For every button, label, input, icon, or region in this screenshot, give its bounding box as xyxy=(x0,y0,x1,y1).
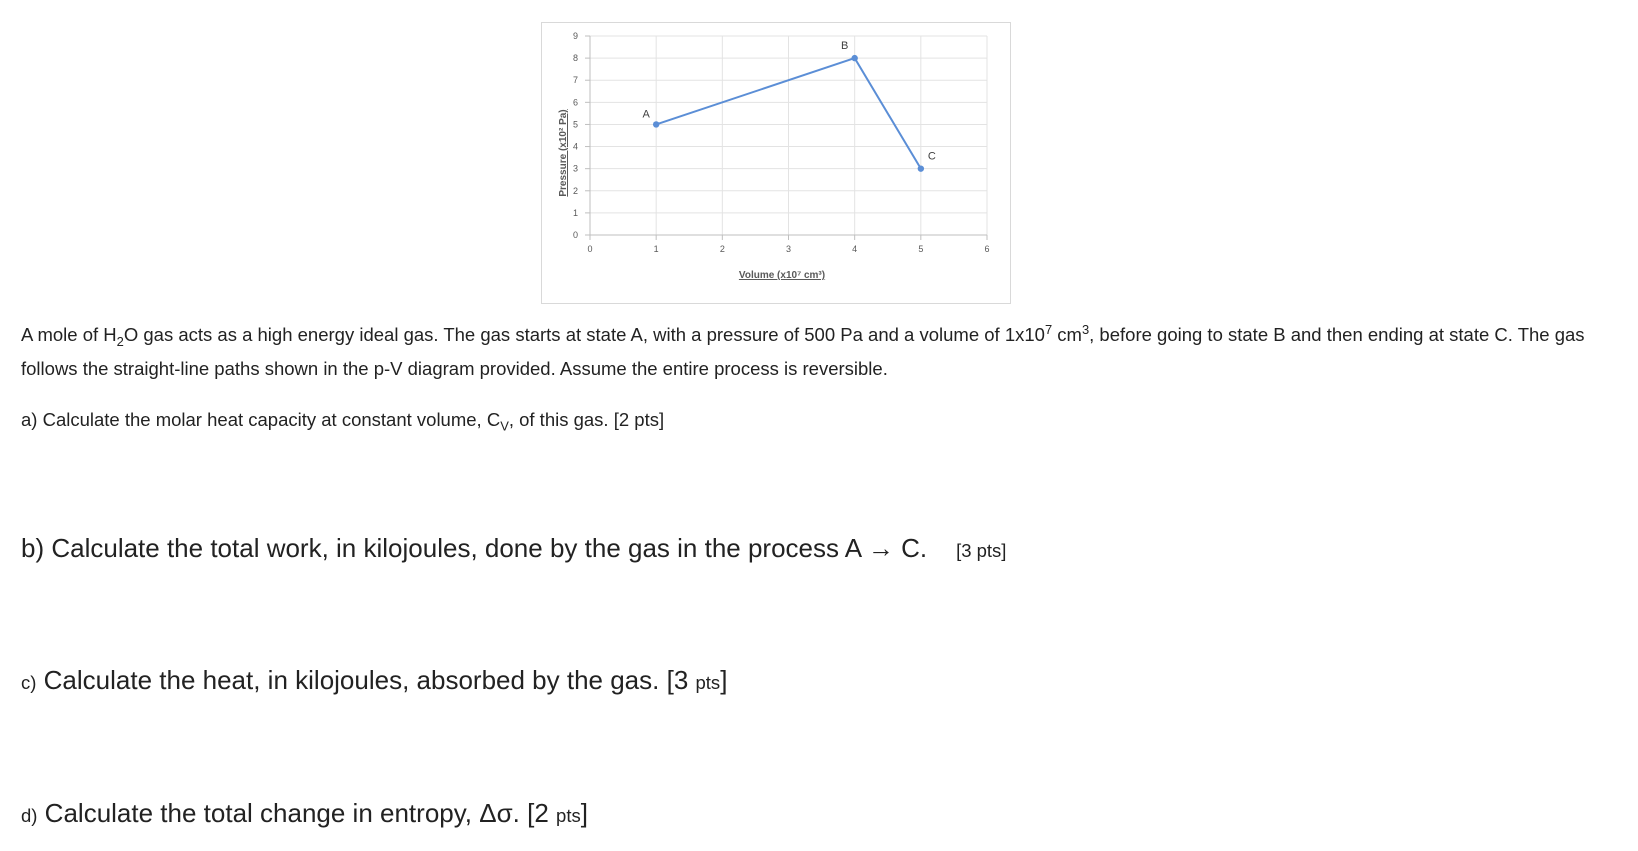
question-a xyxy=(21,406,664,440)
intro-superscript: 3 xyxy=(1081,322,1090,337)
question-d-label: d) xyxy=(21,805,38,826)
intro-text: O gas acts as a high energy ideal gas. The gas starts at state A, with a pressure of 500 Pa and a volume of 1x10 xyxy=(123,324,1045,346)
y-tick-label: 5 xyxy=(572,119,578,130)
question-a-subscript: V xyxy=(500,418,509,434)
y-tick-label: 9 xyxy=(572,31,578,41)
x-tick-label: 2 xyxy=(719,244,725,254)
question-d-points: pts xyxy=(556,805,581,826)
x-tick-label: 0 xyxy=(587,244,593,254)
question-c xyxy=(21,667,727,696)
intro-superscript: 7 xyxy=(1044,322,1053,337)
x-axis-title: Volume (x10⁷ cm³) xyxy=(738,270,826,281)
question-b-text: b) Calculate the total work, in kilojoules, done by the gas in the process A → C. xyxy=(21,533,928,563)
question-d-bracket: ] xyxy=(580,798,588,828)
intro-subscript: 2 xyxy=(116,333,124,349)
question-d-text: Calculate the total change in entropy, Δσ. [2 xyxy=(37,798,557,828)
data-point-A xyxy=(653,121,659,127)
x-tick-label: 6 xyxy=(984,244,990,254)
intro-text: A mole of H xyxy=(21,324,117,346)
question-c-points: pts xyxy=(695,672,721,693)
pv-diagram xyxy=(541,22,1011,304)
y-tick-label: 3 xyxy=(572,163,578,174)
y-tick-label: 7 xyxy=(572,75,578,86)
question-b-points: [3 pts] xyxy=(956,540,1007,561)
y-tick-label: 4 xyxy=(572,141,578,152)
y-tick-label: 8 xyxy=(572,53,578,64)
x-tick-label: 5 xyxy=(918,244,924,254)
pv-chart-svg xyxy=(542,23,1012,305)
question-b xyxy=(21,535,1006,564)
y-axis-title: Pressure (x10² Pa) xyxy=(558,109,569,197)
problem-statement xyxy=(21,316,1621,382)
point-label-B: B xyxy=(840,40,849,53)
y-tick-label: 2 xyxy=(572,185,578,196)
intro-text: , before going to state B and then ending at state C. The gas follows the straight-line paths shown in the p-V diagram provided. Assume the entire process is reversible. xyxy=(21,324,1585,379)
y-tick-label: 1 xyxy=(572,207,578,218)
x-tick-label: 3 xyxy=(785,244,792,254)
question-d xyxy=(21,800,588,829)
question-c-text: Calculate the heat, in kilojoules, absorbed by the gas. [3 xyxy=(36,665,696,695)
question-c-label: c) xyxy=(21,672,37,693)
x-tick-label: 4 xyxy=(852,244,858,254)
point-label-C: C xyxy=(927,150,936,163)
point-label-A: A xyxy=(642,108,650,121)
y-tick-label: 0 xyxy=(572,230,578,240)
question-c-bracket: ] xyxy=(720,665,728,695)
x-tick-label: 1 xyxy=(653,244,659,254)
question-a-text: , of this gas. [2 pts] xyxy=(508,409,665,430)
data-point-B xyxy=(851,55,857,61)
question-a-text: a) Calculate the molar heat capacity at constant volume, C xyxy=(21,409,501,430)
intro-text: cm xyxy=(1052,324,1082,346)
y-tick-label: 6 xyxy=(572,97,578,108)
data-point-C xyxy=(918,165,924,171)
